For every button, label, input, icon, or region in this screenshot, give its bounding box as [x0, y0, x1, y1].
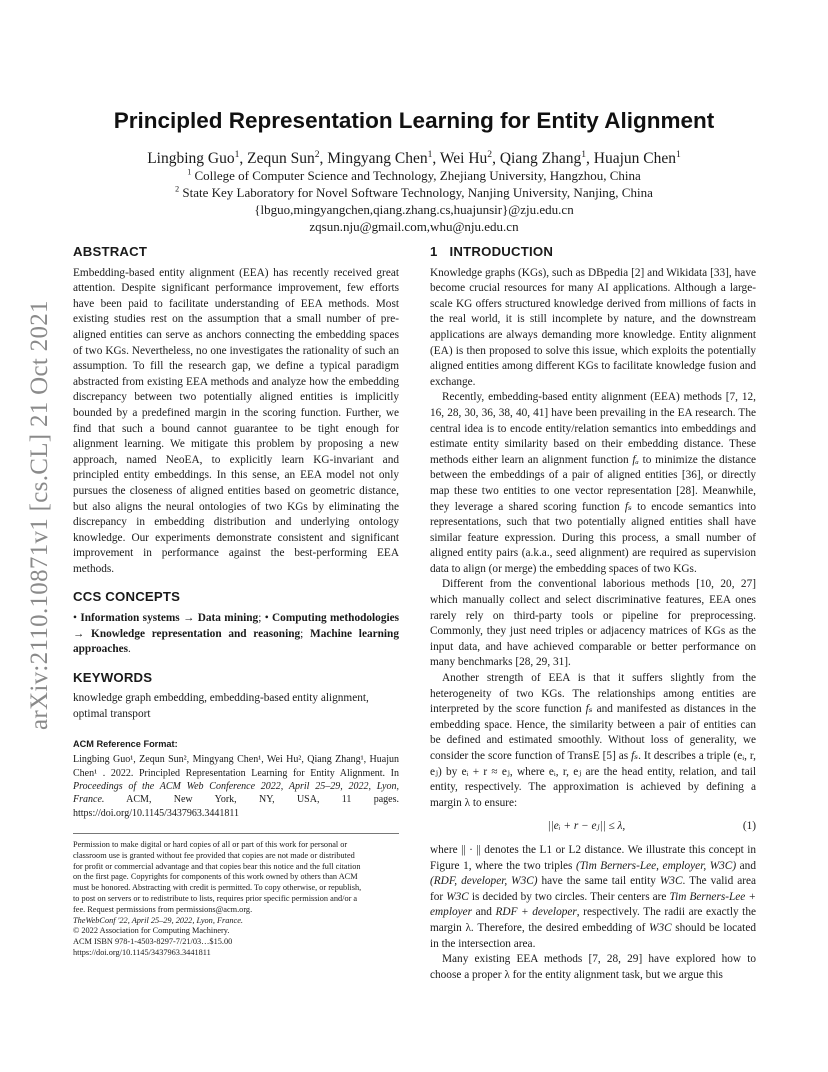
permission-footnote	[73, 833, 399, 959]
ccs-concept-sub: Knowledge representation and reasoning	[91, 627, 301, 640]
intro-paragraph: where || · || denotes the L1 or L2 distance. We illustrate this concept in Figure 1, where the two triples (Tim Berners-Lee, employer, W3C) and (RDF, developer, W3C) have the same tail entity W3C. The valid area for W3C is decided by two circles. Their centers are Tim Berners-Lee + employer and RDF + developer, respectively. The radii are exactly the margin λ. Therefore, the desired embedding of W3C should be located in the intersection area.	[430, 843, 756, 950]
copyright-line: © 2022 Association for Computing Machinery.	[73, 926, 230, 936]
author-name: Mingyang Chen	[327, 150, 428, 167]
acm-reference-text: Lingbing Guo¹, Zequn Sun², Mingyang Chen¹, Wei Hu², Qiang Zhang¹, Huajun Chen¹ . 2022. Principled Representation Learning for Entity Alignment. In Proceedings of the ACM Web Conference 2022, April 25–29, 2022, Lyon, France. ACM, New York, NY, USA, 11 pages. https://doi.org/10.1145/3437963.3441811	[73, 754, 399, 819]
footnote-line: classroom use is granted without fee provided that copies are not made or distributed	[73, 850, 355, 860]
author-name: Lingbing Guo	[147, 150, 235, 167]
intro-paragraph: Another strength of EEA is that it suffers slightly from the heterogeneity of two KGs. The relationships among entities are interpreted by the score function fₛ and manifested as distances in the embedding space. Hence, the similarity between a pair of entities can be defined and estimated smoothly. Without loss of generality, we consider the score function of TransE [5] as fₛ. It describes a triple (eᵢ, r, eⱼ) by eᵢ + r ≈ eⱼ, where eᵢ, r, eⱼ are the head entity, relation, and tail entity, respectively. The approximation is achieved by defining a margin λ to ensure:	[430, 672, 756, 809]
equation-number: (1)	[742, 820, 756, 833]
footnote-line: fee. Request permissions from permissions@acm.org.	[73, 904, 253, 914]
ccs-concepts-list: • Information systems → Data mining; • Computing methodologies → Knowledge representation and reasoning; Machine learning approaches.	[73, 612, 400, 656]
abstract-text: Embedding-based entity alignment (EEA) has recently received great attention. Despite significant performance improvement, few efforts have been paid to facilitate understanding of EEA methods. Most existing studies rest on the assumption that a small number of pre-aligned entities can serve as anchors connecting the embedding spaces of two KGs. Nevertheless, no one investigates the rationality of such an assumption. To fill the research gap, we define a typical paradigm abstracted from existing EEA methods and analyze how the embedding discrepancy between two potentially aligned entities is implicitly bounded by a predefined margin in the scoring function. Further, we find that such a bound cannot guarantee to be tight enough for alignment learning. We mitigate this problem by proposing a new approach, named NeoEA, to explicitly learn KG-invariant and principled entity embeddings. In this sense, an EEA model not only pursues the closeness of aligned entities based on geometric distance, but also aligns the neural ontologies of two KGs by eliminating the discrepancy in embedding distribution and underlying ontology knowledge. Our experiments demonstrate consistent and significant improvement in performance against the best-performing EEA methods.	[73, 266, 399, 575]
ccs-concept: Machine learning approaches	[73, 627, 399, 656]
conference-line: TheWebConf '22, April 25–29, 2022, Lyon, France.	[73, 915, 243, 925]
affiliation	[80, 185, 748, 201]
keywords-heading: KEYWORDS	[73, 669, 153, 685]
author-name: Qiang Zhang	[499, 150, 582, 167]
ccs-concept-sub: Data mining	[197, 612, 259, 625]
ccs-concepts-heading: CCS CONCEPTS	[73, 589, 181, 605]
isbn-line: ACM ISBN 978-1-4503-8297-7/21/03…$15.00	[73, 937, 233, 947]
intro-paragraph: Recently, embedding-based entity alignment (EEA) methods [7, 12, 16, 28, 30, 36, 38, 40, 41] have been prevailing in the EA research. The central idea is to encode entity/relation semantics into embeddings and estimate entity similarity based on their embedding distance. These methods either learn an alignment function fₐ to minimize the distance between the embeddings of a pair of aligned entities [36], or directly map these two entities to one vector representation [28]. Meanwhile, they leverage a shared scoring function fₛ to encode semantics into representations, such that two potentially aligned entities shall have similar feature expression. During this process, a small number of aligned entity pairs (a.k.a., seed alignment) are required as supervision data to align (or merge) the embedding spaces of two KGs.	[430, 391, 756, 575]
ccs-concept: Computing methodologies	[272, 612, 400, 625]
author-affiliation-mark: 2	[487, 148, 493, 160]
author-list: Lingbing Guo$^1$, Zequn Sun$^2$, Mingyang Chen$^1$, Wei Hu$^2$, Qiang Zhang$^1$, Huajun Chen$^1$	[147, 148, 681, 167]
ccs-concept: Information systems	[80, 612, 180, 625]
affiliation-text: State Key Laboratory for Novel Software Technology, Nanjing University, Nanjing, China	[182, 185, 653, 200]
affiliation-mark: 2	[175, 184, 180, 194]
author-affiliation-mark: 2	[314, 148, 320, 160]
author-affiliation-mark: 1	[234, 148, 240, 160]
author-name: Zequn Sun	[247, 150, 315, 167]
author-email[interactable]: {lbguo,mingyangchen,qiang.zhang.cs,huajunsir}@zju.edu.cn	[254, 202, 574, 217]
arxiv-identifier-stamp: arXiv:2110.10871v1 [cs.CL] 21 Oct 2021	[26, 300, 53, 730]
keywords-text: knowledge graph embedding, embedding-based entity alignment, optimal transport	[73, 692, 369, 721]
intro-paragraph: Knowledge graphs (KGs), such as DBpedia [2] and Wikidata [33], have become crucial resources for many AI applications. Although a large-scale KG offers structured knowledge derived from millions of facts in the real world, it is still incomplete by nature, and the downstream applications are always demanding more knowledge. Entity alignment (EA) is then proposed to solve this issue, which exploits the potentially aligned entities among different KGs to facilitate knowledge fusion and exchange.	[430, 266, 756, 388]
author-affiliation-mark: 1	[675, 148, 681, 160]
abstract-heading: ABSTRACT	[73, 244, 148, 259]
affiliation-text: College of Computer Science and Technology, Zhejiang University, Hangzhou, China	[194, 168, 641, 183]
author-email[interactable]: zqsun.nju@gmail.com,whu@nju.edu.cn	[309, 219, 519, 234]
footnote-line: on the first page. Copyrights for components of this work owned by others than ACM	[73, 872, 358, 882]
paper-title: Principled Representation Learning for Entity Alignment	[113, 108, 715, 133]
doi-link[interactable]: https://doi.org/10.1145/3437963.3441811	[73, 947, 211, 957]
right-column	[430, 244, 756, 983]
author-name: Huajun Chen	[593, 150, 676, 167]
intro-paragraph: Different from the conventional laborious methods [10, 20, 27] which manually collect and select discriminative features, EEA ones rarely rely on third-party tools or pipeline for preprocessing. Commonly, they just need triples or adjacency matrices of KGs as the input data, and have achieved comparable or better performance on many benchmarks [28, 29, 31].	[430, 578, 756, 669]
footnote-line: for profit or commercial advantage and that copies bear this notice and the full citation	[73, 861, 361, 871]
footnote-line: must be honored. Abstracting with credit is permitted. To copy otherwise, or republish,	[73, 883, 362, 893]
introduction-heading: 1 INTRODUCTION	[430, 244, 554, 259]
author-affiliation-mark: 1	[427, 148, 433, 160]
affiliation	[80, 168, 748, 184]
footnote-line: Permission to make digital or hard copies of all or part of this work for personal or	[73, 840, 348, 849]
affiliation-mark: 1	[187, 167, 192, 177]
author-name: Wei Hu	[439, 150, 488, 167]
author-affiliation-mark: 1	[581, 148, 586, 160]
footnote-line: to post on servers or to redistribute to lists, requires prior specific permission and/or a	[73, 893, 358, 903]
acm-reference-heading: ACM Reference Format:	[73, 738, 178, 749]
equation-formula: ||eᵢ + r − eⱼ|| ≤ λ,	[547, 820, 626, 833]
intro-paragraph: Many existing EEA methods [7, 28, 29] have explored how to choose a proper λ for the entity alignment task, but we argue this	[430, 953, 756, 981]
equation-1	[430, 819, 756, 835]
left-column	[73, 244, 399, 820]
